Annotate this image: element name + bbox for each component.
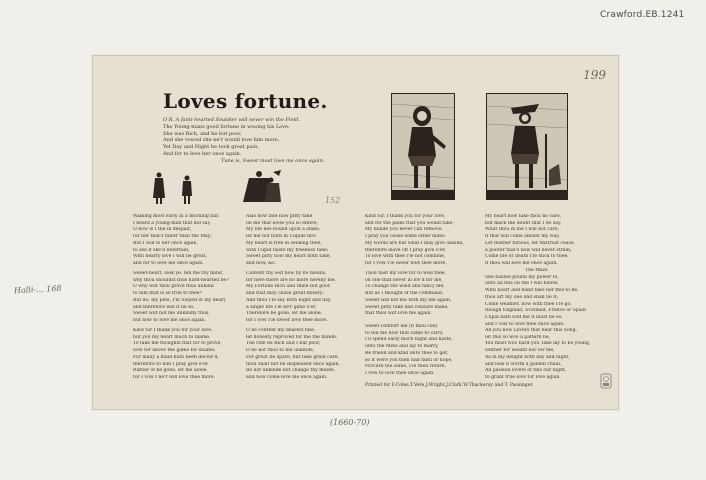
- verse-line: for I vow I'le never love thee more.: [365, 260, 447, 266]
- verse-line: but now to love me once again.: [133, 317, 206, 323]
- verse-line: for here there are no more hereby me,: [246, 277, 336, 283]
- verse-line: for I vow I'le never love thee more.: [246, 317, 328, 323]
- verse-line: O be content my dearest fate,: [246, 328, 316, 333]
- verse-line: and lose it worth a golden chain,: [485, 361, 562, 367]
- verse-line: Come life or death I'le stick to thee,: [485, 254, 569, 260]
- woodcut-cavalier: [486, 93, 568, 200]
- verse-line: on one that never in lov'd for me,: [365, 277, 443, 283]
- stanza: [246, 271, 358, 325]
- verse-line: Sweet pitty now my heart doth take,: [246, 254, 331, 260]
- verse-line: and now come love me once again.: [246, 374, 328, 380]
- speaker-label: The Maid.: [525, 268, 549, 273]
- verse-line: Sweet will not me with my life again,: [365, 297, 452, 303]
- subtitle-line: She was Rich, and he but poor,: [163, 130, 242, 137]
- verse-line: I vow to love thee once again.: [365, 370, 435, 376]
- verse-line: Alas how fate how pitty take: [246, 214, 313, 219]
- verse-line: unto the Mine and lay to marry,: [365, 344, 439, 350]
- verse-line: that thou wilt love me again.: [365, 311, 432, 317]
- verse-line: Rather of be gone, let me alone,: [133, 368, 208, 374]
- verse-line: But I will to her once again,: [133, 240, 198, 246]
- verse-line: Sweet wilt not me unkindly thus,: [133, 311, 210, 317]
- stanza: [365, 271, 477, 318]
- center-annotation: 152: [325, 196, 341, 205]
- verse-line: why thou shouldst thus hard-hearted be?: [133, 277, 229, 283]
- verse-line: so it were you then had faith or hope,: [365, 357, 453, 363]
- verse-line: I heard a young-man that did say,: [133, 220, 211, 226]
- stanza: [365, 324, 477, 378]
- verse-line: And thou I'le say both night and day,: [246, 297, 332, 303]
- verse-line: Be not unkinde but change thy minde,: [246, 368, 336, 374]
- ballad-title: Loves fortune.: [163, 89, 328, 113]
- verse-line: I pray you cease some other mate:: [365, 234, 446, 240]
- verse-line: My minde you never can remove,: [365, 227, 443, 233]
- verse-line: The ride be Rich and I but poor,: [246, 341, 321, 347]
- verse-line: To change the wind and fancy me,: [365, 284, 445, 290]
- verse-line: Let feather furious, let Mistrust cease,: [485, 240, 575, 246]
- verse-line: To love with thee I'le not combine,: [365, 254, 446, 260]
- verse-line: to tell me how that came to carry,: [365, 330, 444, 336]
- verse-line: My heart is free in seeking thee,: [246, 240, 322, 246]
- verse-line: O how is I the in despair,: [133, 227, 192, 233]
- verse-line: let this so woo a pattern be,: [485, 334, 551, 340]
- subtitle-line: O R, A faint-hearted Souldier will never win the Field.: [163, 117, 300, 123]
- verse-line: But as I thought of the command,: [365, 291, 444, 297]
- verse-line: for her that's fairer than the May;: [133, 234, 212, 240]
- verse-line: Sweet pitty take and censure make,: [365, 304, 449, 310]
- verse-line: to see if she'll entertain,: [133, 247, 190, 253]
- verse-line: and that may cause great misery;: [246, 291, 325, 297]
- verse-line: All you now Lovers that hear this Song,: [485, 328, 578, 333]
- verse-line: therefore to him I pray give e'er,: [133, 361, 209, 367]
- verse-line: My words are but what I may give unkind,: [365, 240, 464, 246]
- verse-line: With hearty love I will be great,: [133, 254, 207, 260]
- sheet-number: 199: [583, 68, 606, 82]
- tune-line: Tune is, Sweet must love me once again.: [221, 157, 325, 164]
- verse-line: O be not thou to me unkinde,: [246, 348, 315, 354]
- stanza: [246, 328, 358, 382]
- verse-line: if thou will love me once again.: [485, 260, 558, 266]
- stanza: [485, 214, 597, 268]
- verse-line: and for the pains that you would take;: [365, 220, 454, 226]
- verse-line: My Fortune Rich and thine but poor,: [246, 284, 331, 290]
- stanza: [485, 328, 597, 382]
- verse-line: and for to love me once again.: [133, 260, 204, 266]
- verse-line: Kind Sir I thank you for your love,: [133, 328, 213, 333]
- verse-line: and I vow to love thee once again.: [485, 321, 565, 327]
- verse-line: neither for wealth nor for fee,: [485, 348, 555, 354]
- stanza: [365, 214, 477, 268]
- verse-line: Kind Sir, I thank you for your love,: [365, 214, 446, 219]
- verse-line: a single life I'le ne'r gane o'er,: [246, 304, 317, 310]
- subtitle-line: Yet Day and Night he took great pain,: [163, 144, 259, 151]
- stanza: [133, 328, 245, 382]
- verse-line: But do, my pets, I'm Slayed in my heart,: [133, 297, 227, 303]
- verse-line: Content thy self how by no means,: [246, 271, 327, 276]
- imprint: Printed for F.Coles,T.Vere,J.Wright,J.Clark,W.Thackeray and T. Passinger.: [365, 383, 534, 388]
- verse-line: let me not burn in Cupids fire:: [246, 234, 317, 240]
- verse-line: if that will come amidst my way,: [485, 234, 560, 240]
- verse-line: Come weather, now with thee I'le go,: [485, 301, 572, 307]
- verse-line: For great Ile spare, but take great care,: [246, 354, 339, 360]
- verse-line: on me that loves you so entire;: [246, 220, 318, 226]
- margin-note: Halli-... 168: [13, 283, 62, 296]
- verse-line: and therefore will it be so,: [133, 304, 195, 310]
- verse-line: Walking most early in a morning fair,: [133, 214, 220, 219]
- woodcut-gentleman: [391, 93, 455, 200]
- stanza: [133, 214, 245, 268]
- subtitle-line: And for to love her once again.: [163, 150, 242, 157]
- stanza: [485, 268, 597, 328]
- verse-line: Therefore be gone, let me alone,: [246, 311, 323, 317]
- verse-line: a poorer that's now will never strain;: [485, 247, 572, 253]
- verse-line: To take me thoughts that for to prove,: [133, 341, 222, 347]
- subtitle-line: The Young-mans good fortune in wooing his Love:: [163, 123, 290, 130]
- verse-line: and now, &c.: [246, 260, 277, 266]
- verse-line: With heart and hand take her this to be,: [485, 288, 579, 294]
- verse-line: thou shalt not be displeased once again,: [246, 361, 340, 367]
- verse-line: for I vow I ne'r will love thee more.: [133, 374, 216, 380]
- verse-line: My heart now take thou no care,: [485, 214, 562, 219]
- verse-line: therefore leave off I pray give o'er,: [365, 247, 446, 253]
- verse-line: As in my delight both day and night,: [485, 354, 570, 360]
- verse-line: I'll spend early morn night and haste,: [365, 337, 453, 343]
- stanza: [133, 271, 245, 325]
- verse-line: She hasted pound my power fo,: [485, 274, 559, 280]
- verse-line: For many a maid hath been deceiv'd,: [133, 354, 220, 360]
- subtitle-line: And she vowed she ne'r would love him more,: [163, 137, 280, 144]
- small-figure-cuts: [153, 168, 303, 208]
- verse-line: O why wilt thou prove thus unkind: [133, 284, 214, 290]
- verse-line: Thou hast my love for to wed thee,: [365, 271, 446, 276]
- verse-line: Sweet-heart, look ye, tell me thy mind,: [133, 271, 224, 276]
- verse-line: though England, Scotland, France or Spain: [485, 308, 587, 314]
- broadside-sheet: [92, 55, 619, 410]
- verse-line: All passion lovers of this our night,: [485, 368, 567, 374]
- verse-line: Be friend and kind unto thee to get,: [365, 350, 449, 356]
- verse-line: Cupid hath told me it must be so,: [485, 314, 563, 320]
- date-annotation: (1660-70): [330, 418, 370, 427]
- verse-line: now for above the game for shame;: [133, 348, 216, 354]
- verse-line: let honesty reproved for me the minde,: [246, 334, 338, 340]
- verse-line: My life lies bound upon a stake,: [246, 227, 321, 233]
- verse-line: unto all this on the I will follow,: [485, 281, 559, 287]
- library-stamp: [600, 373, 612, 389]
- verse-line: with Cupid haste my freeness tane;: [246, 247, 329, 253]
- verse-line: to grant true love for love again.: [485, 374, 561, 380]
- verse-line: thou art my one and shall be it;: [485, 294, 559, 300]
- verse-line: to him that is so true to thee?: [133, 291, 202, 297]
- verse-line: Procure the same, I'le then return,: [365, 364, 447, 370]
- stanza: [246, 214, 358, 268]
- verse-line: What thou in me I will not care,: [485, 227, 559, 233]
- verse-line: Sweet comfort me (if thou can): [365, 324, 438, 329]
- verse-line: but you my heart much to blame,: [133, 334, 211, 340]
- verse-line: but mark the doubt that I do say,: [485, 220, 562, 226]
- verse-line: You must woo hard you Take lay to be young,: [485, 341, 591, 347]
- shelfmark: Crawford.EB.1241: [600, 10, 685, 20]
